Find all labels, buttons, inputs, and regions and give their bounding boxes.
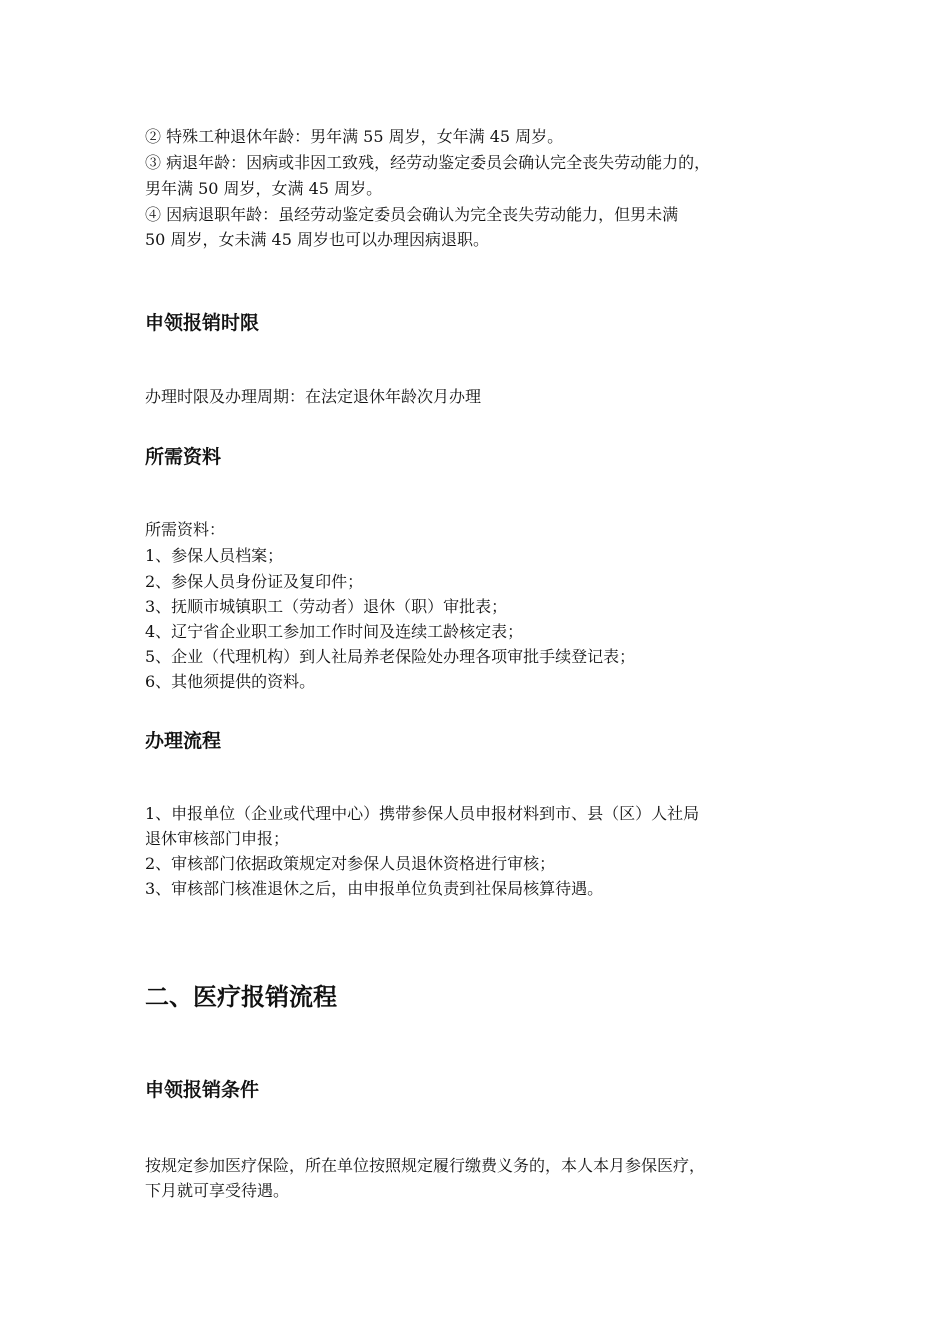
materials-heading: 所需资料 [145,446,222,468]
materials-list-item: 4、辽宁省企业职工参加工作时间及连续工龄核定表； [145,622,524,641]
resign-retirement-age-text: ④ 因病退职年龄：虽经劳动鉴定委员会确认为完全丧失劳动能力，但男未满 [145,205,679,224]
medical-conditions-text-cont: 下月就可享受待遇。 [145,1181,290,1200]
materials-list-item: 5、企业（代理机构）到人社局养老保险处办理各项审批手续登记表； [145,647,636,666]
process-step: 2、审核部门依据政策规定对参保人员退休资格进行审核； [145,854,556,873]
materials-list-item: 1、参保人员档案； [145,546,284,565]
process-step-cont: 退休审核部门申报； [145,829,290,848]
materials-list-item: 6、其他须提供的资料。 [145,672,316,691]
materials-list-item: 3、抚顺市城镇职工（劳动者）退休（职）审批表； [145,597,508,616]
special-retirement-age-text: ② 特殊工种退休年龄：男年满 55 周岁，女年满 45 周岁。 [145,127,564,146]
materials-list-item: 2、参保人员身份证及复印件； [145,572,364,591]
illness-retirement-age-text-cont: 男年满 50 周岁，女满 45 周岁。 [145,179,383,198]
process-heading: 办理流程 [145,730,222,752]
materials-intro: 所需资料： [145,520,226,539]
process-step: 1、申报单位（企业或代理中心）携带参保人员申报材料到市、县（区）人社局 [145,804,700,823]
medical-section-title: 二、医疗报销流程 [145,983,337,1011]
medical-conditions-text: 按规定参加医疗保险，所在单位按照规定履行缴费义务的，本人本月参保医疗， [145,1156,706,1175]
time-limit-heading: 申领报销时限 [145,312,260,334]
process-step: 3、审核部门核准退休之后，由申报单位负责到社保局核算待遇。 [145,879,604,898]
illness-retirement-age-text: ③ 病退年龄：因病或非因工致残，经劳动鉴定委员会确认完全丧失劳动能力的， [145,153,711,172]
resign-retirement-age-text-cont: 50 周岁，女未满 45 周岁也可以办理因病退职。 [145,230,489,249]
time-limit-text: 办理时限及办理周期：在法定退休年龄次月办理 [145,387,482,406]
medical-conditions-heading: 申领报销条件 [145,1079,260,1101]
